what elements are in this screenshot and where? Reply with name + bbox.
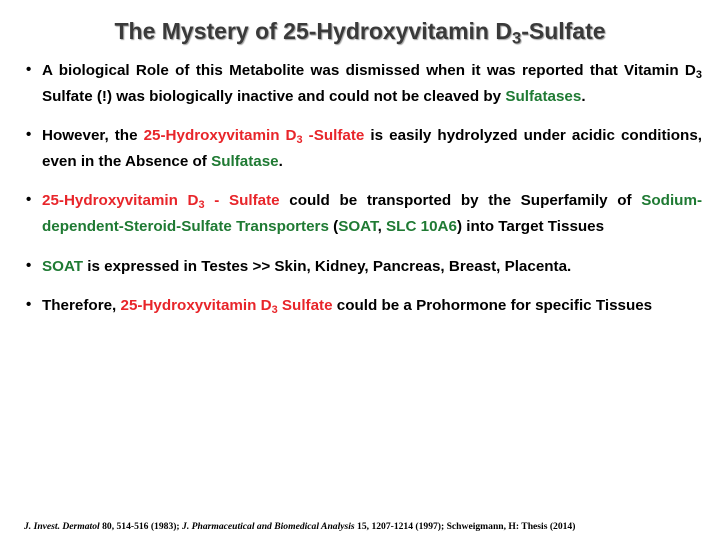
text-segment: ( <box>328 218 339 236</box>
bullet-marker: • <box>26 295 32 313</box>
reference-2-journal: J. Pharmaceutical and Biomedical Analysis <box>182 520 358 532</box>
text-segment: . <box>278 153 283 171</box>
highlight-sulfatase: Sulfatase <box>211 153 279 171</box>
text-segment: ) into Target Tissues <box>456 218 605 236</box>
text-segment: However, the <box>42 127 144 145</box>
title-subscript: 3 <box>511 28 522 48</box>
text-segment: Sulfate (!) was biologically inactive and could not be cleaved by <box>42 88 506 106</box>
bullet-2-text <box>42 127 702 170</box>
reference-1-volume: 80 <box>102 520 112 532</box>
text-segment: . <box>581 88 586 106</box>
reference-1-journal: J. Invest. Dermatol <box>24 520 103 532</box>
subscript-3: 3 <box>296 134 303 147</box>
list-item <box>24 123 702 174</box>
bullet-marker: • <box>26 126 32 144</box>
highlight-25ohd3-sulfate: 25-Hydroxyvitamin D <box>143 127 297 145</box>
text-segment: is easily hydrolyzed under acidic conditions, even in the Absence of <box>42 127 702 171</box>
reference-2-volume: 15, <box>357 520 370 532</box>
list-item <box>24 254 702 279</box>
subscript-3: 3 <box>271 303 278 316</box>
bullet-marker: • <box>26 191 32 209</box>
highlight-soat: SOAT <box>338 218 378 236</box>
text-segment: is expressed in Testes >> Skin, Kidney, Pancreas, Breast, Placenta. <box>83 257 572 275</box>
highlight-slc10a6: SLC 10A6 <box>386 218 457 236</box>
bullet-4-text <box>42 258 571 275</box>
list-item <box>24 188 702 239</box>
page-title <box>0 18 720 49</box>
reference-2-pages: 1207-1214 (1997); Schweigmann, H: Thesis (2014) <box>369 520 576 532</box>
highlight-sulfate-suffix: Sulfate <box>277 296 333 314</box>
bullet-list <box>24 58 702 319</box>
list-item <box>24 58 702 109</box>
text-segment: could be a Prohormone for specific Tissues <box>332 296 653 314</box>
subscript-3: 3 <box>695 69 702 82</box>
bullet-5-text <box>42 297 652 314</box>
highlight-sulfatases: Sulfatases <box>505 88 582 106</box>
bullet-1-text <box>42 62 702 105</box>
highlight-transporters: Sodium-dependent-Steroid-Sulfate Transporters <box>42 192 703 236</box>
highlight-sulfate-suffix: -Sulfate <box>302 127 365 145</box>
bullet-marker: • <box>26 61 32 78</box>
reference-1-pages: , 514-516 (1983); <box>111 520 183 532</box>
highlight-25ohd3: 25-Hydroxyvitamin D <box>120 296 272 314</box>
footnote-references <box>24 521 704 533</box>
list-item <box>24 293 702 319</box>
highlight-soat: SOAT <box>42 257 84 275</box>
bullet-3-text <box>42 192 702 235</box>
title-text-part1: The Mystery of 25-Hydroxyvitamin D <box>114 18 512 44</box>
title-text-part2: -Sulfate <box>521 18 606 44</box>
bullet-marker: • <box>26 256 32 274</box>
text-segment: Therefore, <box>42 296 121 314</box>
text-segment: could be transported by the Superfamily of <box>279 192 642 210</box>
subscript-3: 3 <box>198 199 205 212</box>
text-segment: , <box>377 218 387 236</box>
text-segment: A biological Role of this Metabolite was dismissed when it was reported that Vitamin D <box>42 62 696 79</box>
highlight-25ohd3: 25-Hydroxyvitamin D <box>42 192 199 210</box>
highlight-sulfate-suffix: - Sulfate <box>204 192 280 210</box>
